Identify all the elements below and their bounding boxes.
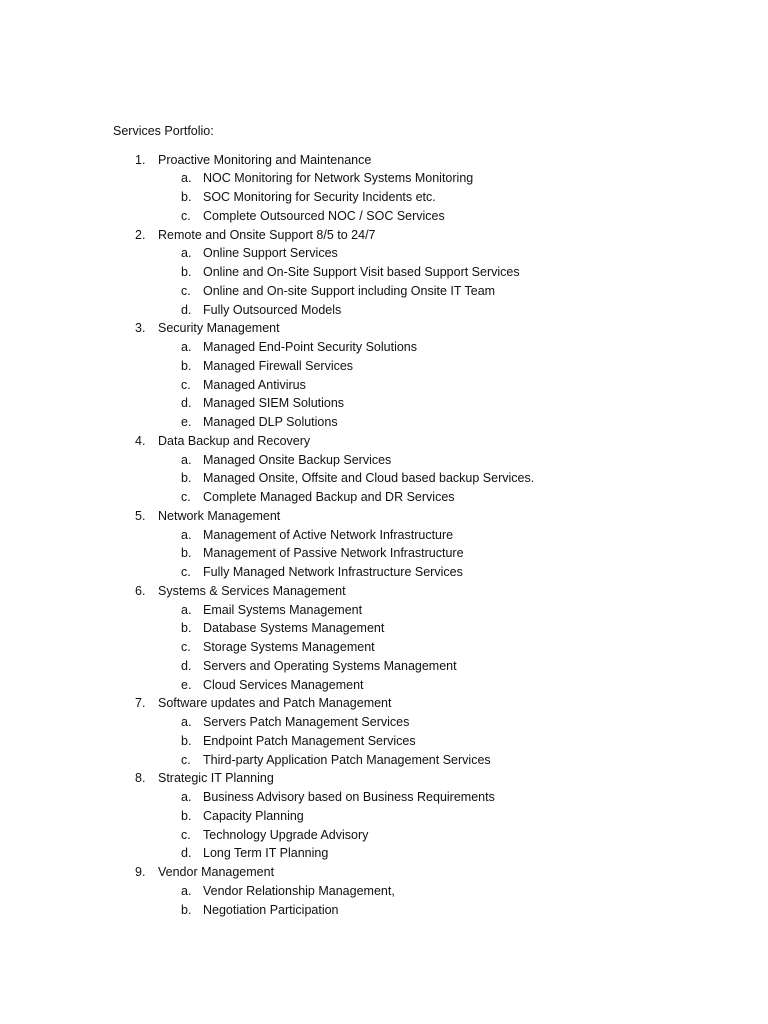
sub-list-item-text: Complete Managed Backup and DR Services bbox=[203, 490, 455, 504]
sub-list-item bbox=[0, 732, 768, 751]
sub-list-item-text: Servers Patch Management Services bbox=[203, 715, 410, 729]
sub-list-item-letter: c. bbox=[181, 377, 191, 392]
sub-list-item-text: Managed End-Point Security Solutions bbox=[203, 340, 418, 354]
sub-list-item-text: Online and On-Site Support Visit based Support Services bbox=[203, 265, 520, 279]
sub-list-item-text: Management of Active Network Infrastructure bbox=[203, 527, 454, 542]
sub-list-item-text: Managed Onsite, Offsite and Cloud based backup Services. bbox=[203, 471, 535, 486]
sub-list-item-letter: d. bbox=[181, 396, 192, 411]
sub-list-item bbox=[0, 638, 768, 657]
list-item bbox=[0, 769, 768, 788]
list-item bbox=[0, 151, 768, 170]
sub-list-item bbox=[0, 563, 768, 582]
sub-list-item-text: Third-party Application Patch Management Services bbox=[203, 752, 491, 767]
sub-list-item-text: Email Systems Management bbox=[203, 602, 363, 617]
sub-list-item-text: Complete Outsourced NOC / SOC Services bbox=[203, 208, 445, 223]
sub-list-item bbox=[0, 713, 768, 732]
sub-list-item-letter: c. bbox=[181, 640, 191, 654]
sub-list-item-letter: c. bbox=[181, 752, 191, 767]
list-item-number: 3. bbox=[135, 321, 146, 336]
sub-list-item bbox=[0, 844, 768, 863]
sub-list-item bbox=[0, 469, 768, 488]
list-item-text: Security Management bbox=[158, 321, 280, 336]
sub-list-item-letter: a. bbox=[181, 883, 192, 898]
sub-list-item bbox=[0, 657, 768, 676]
sub-list-item-text: Online Support Services bbox=[203, 246, 338, 261]
list-item bbox=[0, 694, 768, 713]
sub-list-item-text: Business Advisory based on Business Requirements bbox=[203, 790, 495, 804]
list-item-text: Data Backup and Recovery bbox=[158, 433, 311, 448]
sub-list-item bbox=[0, 544, 768, 563]
list-item-number: 7. bbox=[135, 696, 146, 711]
sub-list-item-letter: b. bbox=[181, 546, 192, 561]
list-item-number: 5. bbox=[135, 508, 146, 523]
sub-list-item-letter: a. bbox=[181, 452, 192, 467]
sub-list-item bbox=[0, 244, 768, 263]
list-item bbox=[0, 226, 768, 245]
list-item bbox=[0, 319, 768, 338]
sub-list-item bbox=[0, 338, 768, 357]
sub-list-item bbox=[0, 188, 768, 207]
sub-list-item bbox=[0, 394, 768, 413]
list-item-text: Systems & Services Management bbox=[158, 583, 346, 598]
sub-list-item-letter: a. bbox=[181, 246, 192, 261]
sub-list-item bbox=[0, 376, 768, 395]
sub-list-item-text: Vendor Relationship Management, bbox=[203, 883, 395, 898]
sub-list-item-text: Cloud Services Management bbox=[203, 677, 364, 692]
list-item-text: Network Management bbox=[158, 508, 281, 523]
sub-list-item-letter: b. bbox=[181, 733, 192, 748]
document-heading: Services Portfolio: bbox=[113, 124, 214, 138]
list-item-number: 1. bbox=[135, 152, 146, 167]
list-item-number: 2. bbox=[135, 227, 146, 242]
sub-list-item-text: Capacity Planning bbox=[203, 808, 304, 823]
list-item-number: 6. bbox=[135, 583, 146, 598]
sub-list-item-letter: b. bbox=[181, 621, 192, 636]
sub-list-item-text: Technology Upgrade Advisory bbox=[203, 827, 369, 842]
sub-list-item bbox=[0, 263, 768, 282]
sub-list-item-text: Managed Firewall Services bbox=[203, 358, 354, 373]
sub-list-item bbox=[0, 357, 768, 376]
list-item-number: 4. bbox=[135, 433, 146, 448]
sub-list-item-letter: a. bbox=[181, 527, 192, 542]
list-item-number: 8. bbox=[135, 771, 146, 786]
sub-list-item-text: Managed Onsite Backup Services bbox=[203, 452, 392, 467]
sub-list-item-text: Negotiation Participation bbox=[203, 902, 339, 917]
list-item-text: Remote and Onsite Support 8/5 to 24/7 bbox=[158, 227, 376, 242]
sub-list-item-text: Database Systems Management bbox=[203, 621, 385, 636]
list-item bbox=[0, 507, 768, 526]
list-item-text: Software updates and Patch Management bbox=[158, 696, 392, 711]
list-item-text: Strategic IT Planning bbox=[158, 771, 274, 786]
sub-list-item-text: Online and On-site Support including Onsite IT Team bbox=[203, 283, 496, 298]
sub-list-item-letter: a. bbox=[181, 790, 192, 804]
sub-list-item-text: Management of Passive Network Infrastructure bbox=[203, 546, 464, 561]
sub-list-item-letter: c. bbox=[181, 208, 191, 223]
sub-list-item bbox=[0, 169, 768, 188]
sub-list-item-letter: c. bbox=[181, 565, 191, 579]
sub-list-item-letter: b. bbox=[181, 265, 192, 279]
sub-list-item-letter: a. bbox=[181, 171, 192, 186]
sub-list-item bbox=[0, 601, 768, 620]
sub-list-item bbox=[0, 301, 768, 320]
sub-list-item-letter: a. bbox=[181, 602, 192, 617]
sub-list-item-letter: c. bbox=[181, 283, 191, 298]
sub-list-item-text: Managed Antivirus bbox=[203, 377, 306, 392]
sub-list-item bbox=[0, 676, 768, 695]
list-item-number: 9. bbox=[135, 865, 146, 879]
sub-list-item-text: Servers and Operating Systems Management bbox=[203, 658, 457, 673]
sub-list-item bbox=[0, 751, 768, 770]
sub-list-item-text: Endpoint Patch Management Services bbox=[203, 733, 416, 748]
sub-list-item-text: Storage Systems Management bbox=[203, 640, 375, 654]
sub-list-item-letter: b. bbox=[181, 190, 192, 204]
sub-list-item-letter: a. bbox=[181, 340, 192, 354]
sub-list-item bbox=[0, 901, 768, 920]
sub-list-item-text: Managed SIEM Solutions bbox=[203, 396, 345, 411]
sub-list-item bbox=[0, 488, 768, 507]
sub-list-item-text: NOC Monitoring for Network Systems Monitoring bbox=[203, 171, 474, 186]
sub-list-item-letter: d. bbox=[181, 302, 192, 317]
list-item-text: Proactive Monitoring and Maintenance bbox=[158, 152, 372, 167]
sub-list-item-letter: b. bbox=[181, 902, 192, 917]
sub-list-item-text: Managed DLP Solutions bbox=[203, 415, 338, 429]
sub-list-item-letter: d. bbox=[181, 846, 192, 861]
sub-list-item-letter: b. bbox=[181, 808, 192, 823]
sub-list-item bbox=[0, 526, 768, 545]
list-item bbox=[0, 582, 768, 601]
sub-list-item-letter: c. bbox=[181, 490, 191, 504]
sub-list-item bbox=[0, 882, 768, 901]
sub-list-item bbox=[0, 788, 768, 807]
sub-list-item-text: Fully Outsourced Models bbox=[203, 302, 342, 317]
sub-list-item-text: SOC Monitoring for Security Incidents etc. bbox=[203, 190, 436, 204]
list-item bbox=[0, 432, 768, 451]
sub-list-item-letter: e. bbox=[181, 415, 192, 429]
services-list bbox=[0, 151, 768, 920]
sub-list-item-letter: b. bbox=[181, 471, 192, 486]
sub-list-item-letter: c. bbox=[181, 827, 191, 842]
list-item-text: Vendor Management bbox=[158, 865, 275, 879]
sub-list-item bbox=[0, 451, 768, 470]
sub-list-item-text: Fully Managed Network Infrastructure Services bbox=[203, 565, 463, 579]
sub-list-item bbox=[0, 807, 768, 826]
sub-list-item-letter: d. bbox=[181, 658, 192, 673]
sub-list-item bbox=[0, 207, 768, 226]
sub-list-item-letter: e. bbox=[181, 677, 192, 692]
sub-list-item-text: Long Term IT Planning bbox=[203, 846, 329, 861]
sub-list-item bbox=[0, 282, 768, 301]
sub-list-item bbox=[0, 826, 768, 845]
sub-list-item-letter: b. bbox=[181, 358, 192, 373]
sub-list-item bbox=[0, 619, 768, 638]
sub-list-item-letter: a. bbox=[181, 715, 192, 729]
sub-list-item bbox=[0, 413, 768, 432]
list-item bbox=[0, 863, 768, 882]
